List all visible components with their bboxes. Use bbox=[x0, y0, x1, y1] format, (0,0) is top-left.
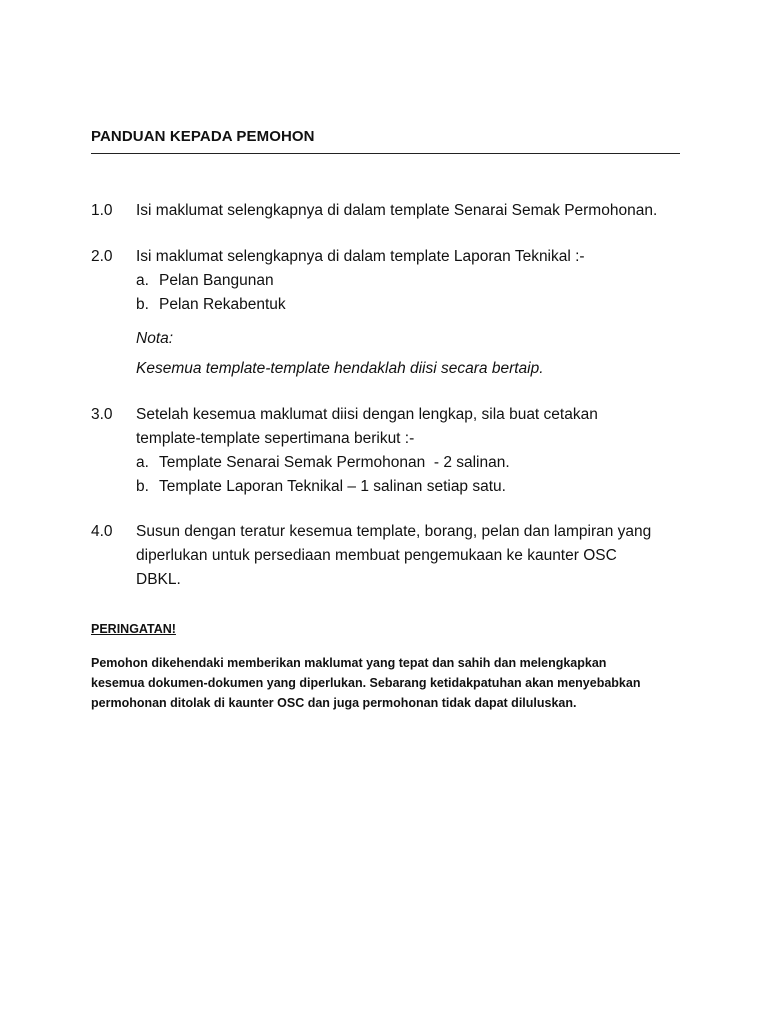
item-body bbox=[136, 245, 691, 317]
item-body bbox=[136, 199, 691, 223]
sub-item-letter: b. bbox=[136, 478, 149, 495]
sub-item-letter: a. bbox=[136, 272, 149, 289]
warning-line: Pemohon dikehendaki memberikan maklumat yang tepat dan sahih dan melengkapkan bbox=[91, 656, 607, 670]
sub-item bbox=[136, 451, 691, 475]
item-number: 3.0 bbox=[91, 406, 113, 423]
item-text: Isi maklumat selengkapnya di dalam template Laporan Teknikal :- bbox=[136, 248, 585, 265]
title-underline bbox=[91, 153, 680, 154]
item-body bbox=[136, 520, 691, 592]
item-text: Setelah kesemua maklumat diisi dengan lengkap, sila buat cetakan bbox=[136, 406, 598, 423]
item-text: diperlukan untuk persediaan membuat pengemukaan ke kaunter OSC bbox=[136, 547, 617, 564]
warning-line: permohonan ditolak di kaunter OSC dan juga permohonan tidak dapat diluluskan. bbox=[91, 696, 577, 710]
warning-line: kesemua dokumen-dokumen yang diperlukan. Sebarang ketidakpatuhan akan menyebabkan bbox=[91, 676, 641, 690]
warning-text bbox=[91, 653, 691, 713]
page-title: PANDUAN KEPADA PEMOHON bbox=[91, 128, 315, 145]
item-text: Isi maklumat selengkapnya di dalam template Senarai Semak Permohonan. bbox=[136, 202, 658, 219]
item-text: Susun dengan teratur kesemua template, borang, pelan dan lampiran yang bbox=[136, 523, 652, 540]
item-number: 2.0 bbox=[91, 248, 113, 265]
sub-item bbox=[136, 269, 691, 293]
item-number: 4.0 bbox=[91, 523, 113, 540]
sub-item-text: Pelan Rekabentuk bbox=[159, 296, 286, 313]
item-body bbox=[136, 403, 691, 499]
sub-item-text: Pelan Bangunan bbox=[159, 272, 274, 289]
sub-item-text: Template Senarai Semak Permohonan - 2 salinan. bbox=[159, 454, 510, 471]
item-text: DBKL. bbox=[136, 571, 181, 588]
item-text: template-template sepertimana berikut :- bbox=[136, 430, 415, 447]
nota-label: Nota: bbox=[136, 330, 174, 347]
sub-item-letter: a. bbox=[136, 454, 149, 471]
sub-item bbox=[136, 475, 691, 499]
item-number: 1.0 bbox=[91, 202, 113, 219]
sub-item-text: Template Laporan Teknikal – 1 salinan setiap satu. bbox=[159, 478, 506, 495]
warning-title: PERINGATAN! bbox=[91, 622, 176, 636]
nota-text: Kesemua template-template hendaklah diisi secara bertaip. bbox=[136, 360, 544, 377]
sub-item-letter: b. bbox=[136, 296, 149, 313]
sub-item bbox=[136, 293, 691, 317]
